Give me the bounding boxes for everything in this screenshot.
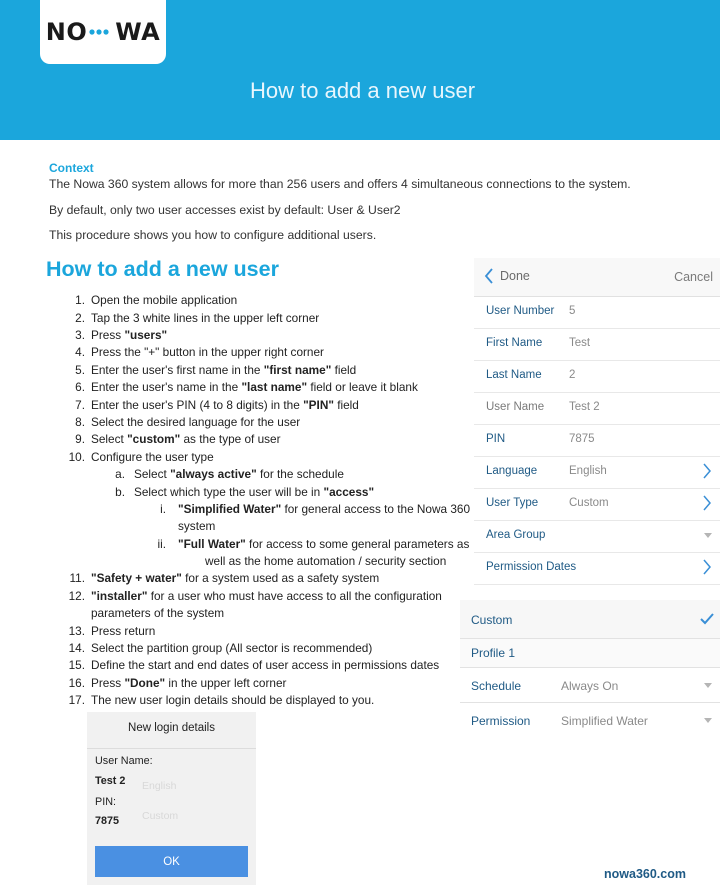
pin-value: 7875 [95, 815, 120, 827]
field-permission[interactable]: Permission Simplified Water [460, 703, 720, 737]
page-title: How to add a new user [250, 78, 476, 103]
subsubstep-continuation: well as the home automation / security section [205, 554, 447, 568]
field-area-group[interactable]: Area Group [474, 520, 720, 553]
subsubstep-continuation: system [178, 519, 216, 533]
field-last-name[interactable]: Last Name 2 [474, 360, 720, 393]
cancel-button[interactable]: Cancel [674, 270, 713, 284]
profile-header: Profile 1 [460, 639, 720, 668]
pin-label: PIN: [95, 796, 116, 808]
context-line: This procedure shows you how to configure additional users. [49, 228, 377, 242]
header-banner [0, 0, 720, 140]
done-button[interactable] [484, 268, 530, 284]
ghost-language-text: English [142, 780, 177, 792]
footer-url[interactable]: nowa360.com [604, 867, 686, 881]
field-pin[interactable]: PIN 7875 [474, 424, 720, 457]
logo-water-drops-icon [88, 25, 114, 39]
caret-down-icon [704, 718, 712, 723]
dialog-title: New login details [128, 722, 215, 734]
field-user-name: User Name Test 2 [474, 392, 720, 425]
app-user-form-screenshot [474, 258, 720, 590]
caret-down-icon [704, 683, 712, 688]
field-user-number[interactable]: User Number 5 [474, 296, 720, 329]
done-label: Done [500, 269, 530, 283]
app-nav-bar [474, 258, 720, 297]
context-line: The Nowa 360 system allows for more than 256 users and offers 4 simultaneous connections to the system. [49, 177, 631, 191]
chevron-right-icon [702, 494, 712, 512]
checkmark-icon [700, 613, 714, 625]
app-custom-type-screenshot [460, 600, 720, 740]
context-line: By default, only two user accesses exist by default: User & User2 [49, 203, 401, 217]
logo-text-right: WA [115, 18, 161, 46]
dialog-divider [87, 748, 256, 749]
chevron-right-icon [702, 558, 712, 576]
ghost-type-text: Custom [142, 810, 179, 822]
username-value: Test 2 [95, 775, 126, 787]
field-user-type[interactable]: User Type Custom [474, 488, 720, 521]
field-schedule[interactable]: Schedule Always On [460, 668, 720, 703]
username-label: User Name: [95, 755, 153, 767]
chevron-left-icon [484, 268, 494, 284]
nowa-logo [40, 0, 166, 64]
field-first-name[interactable]: First Name Test [474, 328, 720, 361]
caret-down-icon [704, 533, 712, 538]
field-permission-dates[interactable]: Permission Dates [474, 552, 720, 585]
login-details-dialog [87, 712, 256, 885]
step-continuation: parameters of the system [91, 606, 225, 620]
custom-option[interactable]: Custom [460, 600, 720, 639]
logo-text-left: NO [45, 18, 88, 46]
context-label: Context [49, 161, 94, 175]
section-heading: How to add a new user [46, 257, 279, 281]
ok-button[interactable]: OK [95, 846, 248, 877]
field-language[interactable]: Language English [474, 456, 720, 489]
chevron-right-icon [702, 462, 712, 480]
